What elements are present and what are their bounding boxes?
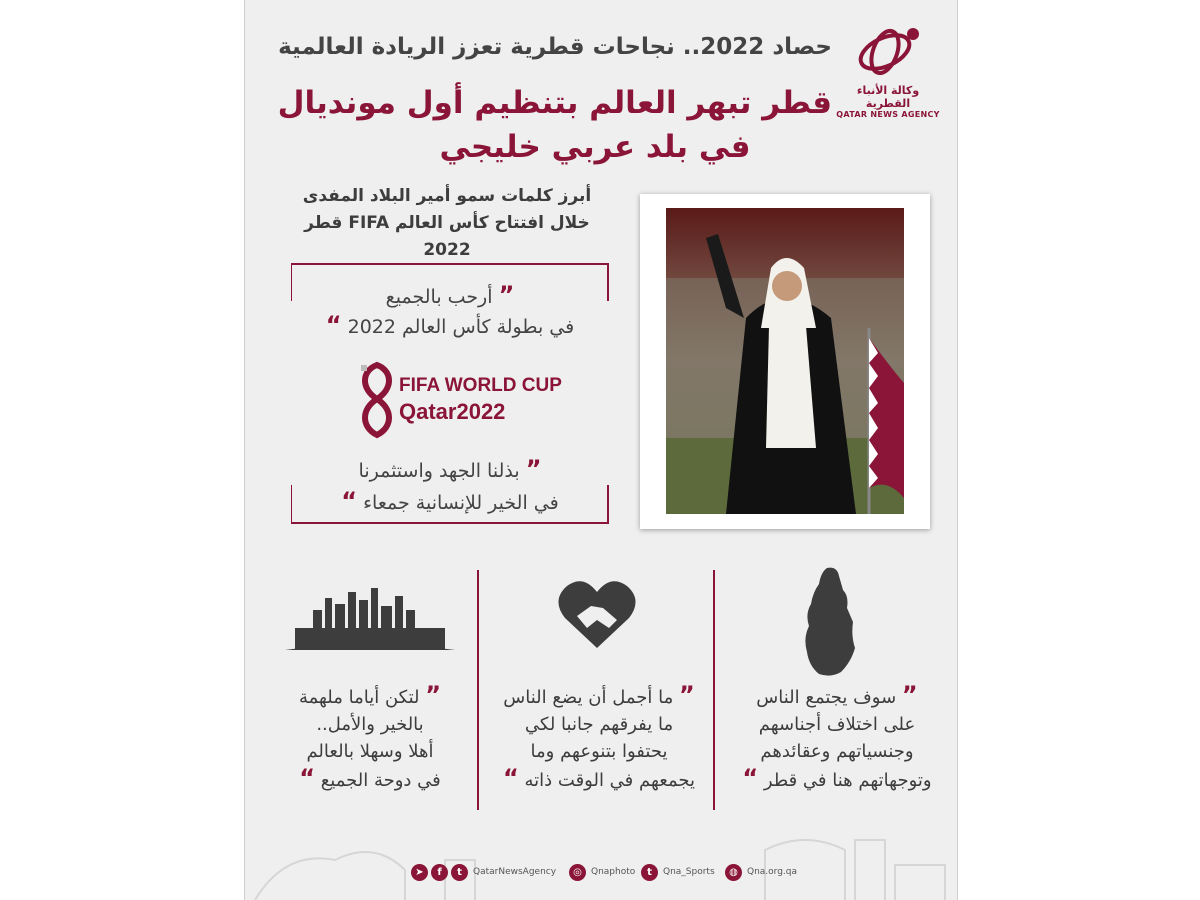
qatar-map-icon (801, 566, 861, 678)
world-cup-emblem-icon (357, 361, 397, 439)
quote-1-text-1: أرحب بالجميع (385, 286, 493, 308)
column-2-line-4 (499, 765, 699, 794)
quote-mark-icon: ” (901, 681, 918, 709)
quote-mark-close-icon: “ (502, 764, 519, 792)
emir-photo (666, 208, 904, 514)
handle-qnaphoto[interactable]: Qnaphoto (591, 867, 636, 877)
column-3-line-4-text: وتوجهاتهم هنا في قطر (763, 770, 932, 791)
title-line-2: في بلد عربي خليجي (439, 129, 751, 165)
handle-website[interactable]: Qna.org.qa (747, 867, 798, 877)
quote-mark-close-icon: “ (299, 764, 315, 792)
column-2-line-3: يحتفوا بتنوعهم وما (530, 741, 668, 762)
column-1-line-3: أهلا وسهلا بالعالم (306, 741, 434, 762)
fifa-world-cup-logo (357, 361, 562, 441)
background-landmarks (245, 820, 957, 900)
quote-2-text-2: في الخير للإنسانية جمعاء (363, 492, 559, 514)
photo-frame (640, 194, 930, 529)
handle-qatarnewsagency[interactable]: QatarNewsAgency (473, 867, 557, 877)
column-divider-1 (477, 570, 479, 810)
quote-1-line-1 (291, 281, 609, 309)
quote-mark-icon: ” (425, 681, 442, 709)
infographic-card (244, 0, 958, 900)
quote-2-line-1 (291, 455, 609, 483)
qna-emblem-icon (833, 22, 943, 82)
subtitle: حصاد 2022.. نجاحات قطرية تعزز الريادة العالمية (278, 34, 832, 60)
quote-mark-close-icon: “ (341, 487, 358, 515)
quote-mark-close-icon: “ (325, 311, 342, 339)
fifa-logo-text-2: Qatar2022 (399, 399, 506, 424)
speech-heading-line-1: أبرز كلمات سمو أمير البلاد المفدى (302, 186, 592, 206)
web-globe-icon[interactable]: ◍ (725, 864, 742, 881)
quote-1-text-2: في بطولة كأس العالم 2022 (347, 316, 575, 338)
speech-heading (287, 183, 607, 264)
column-divider-2 (713, 570, 715, 810)
column-2-text (499, 682, 699, 794)
twitter-icon-2[interactable]: t (641, 864, 658, 881)
fifa-logo-text-1: FIFA WORLD CUP (399, 375, 562, 396)
agency-name-en: QATAR NEWS AGENCY (836, 110, 940, 119)
facebook-icon[interactable]: f (431, 864, 448, 881)
telegram-icon[interactable]: ➤ (411, 864, 428, 881)
column-2-line-2: ما يفرقهم جانبا لكي (524, 714, 674, 735)
quote-mark-icon: ” (525, 455, 542, 483)
speech-heading-line-2: خلال افتتاح كأس العالم FIFA قطر 2022 (304, 213, 590, 260)
column-3-text (737, 682, 937, 794)
column-2-line-1 (499, 682, 699, 711)
quote-box (291, 263, 609, 524)
quote-2-text-1: بذلنا الجهد واستثمرنا (358, 460, 520, 482)
qna-logo (833, 22, 943, 119)
column-1-text (275, 682, 465, 794)
column-1-line-1 (275, 682, 465, 711)
quote-mark-icon: ” (678, 681, 695, 709)
column-1-line-4 (275, 765, 465, 794)
quote-2-line-2 (291, 487, 609, 515)
title-line-1: قطر تبهر العالم بتنظيم أول مونديال (277, 85, 832, 121)
column-1-line-1-text: لتكن أياما ملهمة (298, 687, 420, 708)
column-3-line-2: على اختلاف أجناسهم (758, 714, 916, 735)
skyline-icon (285, 588, 455, 650)
column-1-line-4-text: في دوحة الجميع (320, 770, 441, 791)
handshake-heart-icon (557, 578, 637, 650)
twitter-icon[interactable]: t (451, 864, 468, 881)
column-3-line-4 (737, 765, 937, 794)
quote-mark-close-icon: “ (742, 764, 759, 792)
column-1-line-2: بالخير والأمل.. (316, 714, 424, 735)
instagram-icon[interactable]: ◎ (569, 864, 586, 881)
social-footer (411, 862, 811, 884)
column-2-line-1-text: ما أجمل أن يضع الناس (503, 687, 674, 708)
handle-qna-sports[interactable]: Qna_Sports (663, 867, 715, 877)
column-2-line-4-text: يجمعهم في الوقت ذاته (524, 770, 696, 791)
agency-name-ar: وكالة الأنباء القطرية (856, 84, 920, 110)
column-3-line-3: وجنسياتهم وعقائدهم (760, 741, 914, 762)
quote-1-line-2 (291, 311, 609, 339)
column-3-line-1-text: سوف يجتمع الناس (756, 687, 897, 708)
quote-mark-icon: ” (498, 281, 515, 309)
column-3-line-1 (737, 682, 937, 711)
